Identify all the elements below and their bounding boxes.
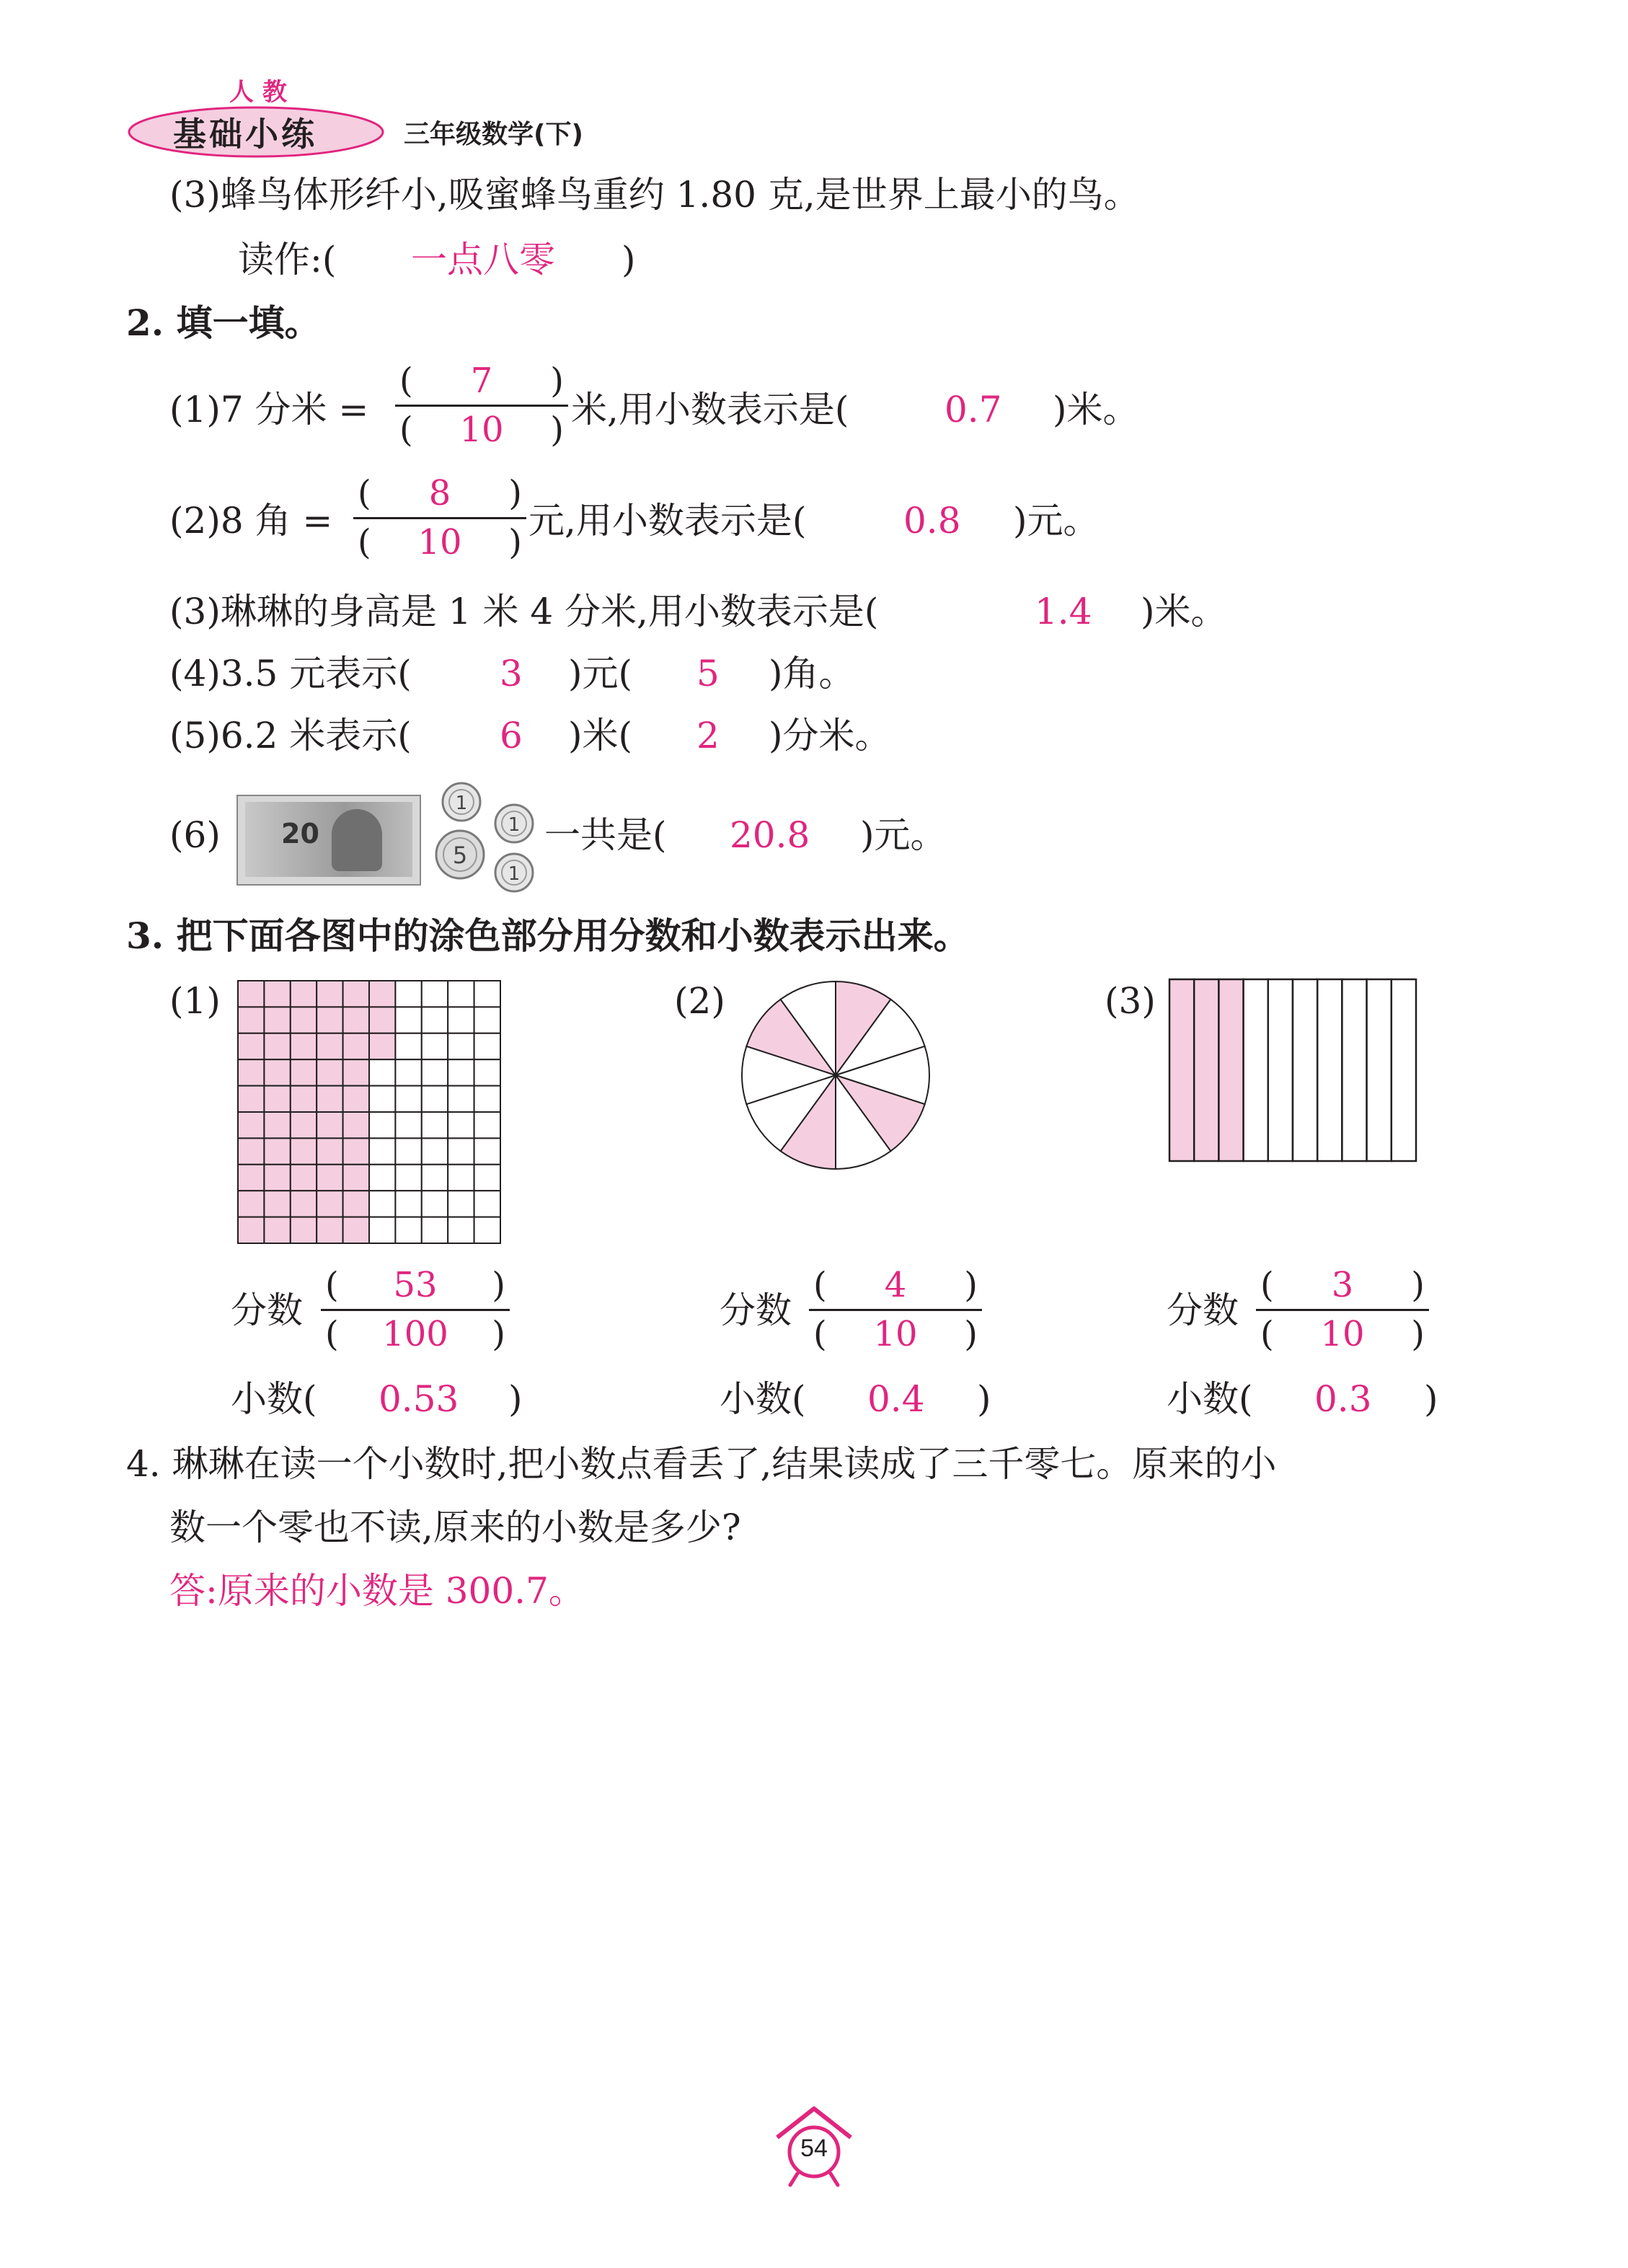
grid-cell: [395, 1086, 421, 1112]
grid-cell: [474, 1059, 500, 1085]
q2-1-answer: 0.7: [944, 389, 1002, 431]
grid-cell: [238, 1033, 264, 1059]
strip: [1342, 979, 1366, 1161]
grid-cell: [422, 1033, 448, 1059]
q2-2-mid: 元,用小数表示是(: [528, 500, 807, 542]
coin-value: 1: [508, 863, 521, 885]
q3-1-decimal-close: ): [508, 1378, 523, 1420]
grid-cell: [448, 981, 474, 1007]
banknote-image: [236, 795, 421, 886]
q3-3-decimal: 0.3: [1314, 1378, 1372, 1420]
q2-2-answer: 0.8: [903, 500, 961, 542]
grid-cell: [448, 1033, 474, 1059]
q2-4-suffix: )角。: [769, 653, 855, 694]
strip: [1268, 979, 1293, 1161]
q1-3-read-label: 读作:(: [238, 239, 337, 281]
coin-value: 1: [508, 814, 521, 836]
q3-3-decimal-close: ): [1424, 1378, 1438, 1420]
q2-1-fraction: ( 7 ) ( 10 ): [395, 359, 568, 453]
grid-cell: [291, 1165, 317, 1191]
grid-cell: [369, 981, 395, 1007]
q2-1-numerator: 7: [470, 361, 493, 401]
q2-2-fraction: ( 8 ) ( 10 ): [353, 472, 526, 565]
grid-cell: [264, 1086, 290, 1112]
q4-line1: 4. 琳琳在读一个小数时,把小数点看丢了,结果读成了三千零七。原来的小: [126, 1443, 1277, 1485]
grid-cell: [395, 1007, 421, 1033]
grid-cell: [422, 1112, 448, 1138]
q2-4-mid: )元(: [568, 653, 633, 694]
grid-cell: [317, 1217, 342, 1243]
q2-2-prefix: (2)8 角 =: [169, 500, 333, 542]
grid-cell: [448, 1217, 474, 1243]
grid-cell: [238, 981, 264, 1007]
q2-3-suffix: )米。: [1141, 591, 1227, 632]
grid-cell: [474, 1138, 500, 1164]
q3-2-fraction: ( 4 ) ( 10 ): [809, 1263, 982, 1357]
grid-cell: [238, 1138, 264, 1164]
grid-cell: [369, 1138, 395, 1164]
q3-3-fraction: ( 3 ) ( 10 ): [1256, 1263, 1429, 1357]
grid-cell: [291, 1217, 317, 1243]
q4-answer: 答:原来的小数是 300.7。: [169, 1570, 585, 1612]
q3-1-denominator: 100: [382, 1314, 448, 1354]
grid-cell: [317, 981, 342, 1007]
grid-cell: [422, 1191, 448, 1217]
strip: [1317, 979, 1342, 1161]
grid-cell: [422, 1217, 448, 1243]
grid-cell: [317, 1007, 342, 1033]
q3-1-numerator: 53: [393, 1265, 438, 1305]
grid-cell: [264, 1138, 290, 1164]
grid-cell: [395, 1033, 421, 1059]
grid-cell: [264, 1217, 290, 1243]
grid-cell: [343, 1007, 369, 1033]
grid-cell: [317, 1138, 342, 1164]
q3-2-decimal: 0.4: [867, 1378, 925, 1420]
coin-value: 1: [455, 793, 468, 814]
grid-cell: [422, 981, 448, 1007]
grid-cell: [291, 1112, 317, 1138]
grid-cell: [369, 1059, 395, 1085]
q2-5-suffix: )分米。: [769, 715, 891, 756]
grid-cell: [448, 1007, 474, 1033]
grid-cell: [369, 1033, 395, 1059]
q1-3-text: (3)蜂鸟体形纤小,吸蜜蜂鸟重约 1.80 克,是世界上最小的鸟。: [169, 174, 1140, 216]
grid-cell: [369, 1007, 395, 1033]
q3-2-fraction-label: 分数: [720, 1289, 792, 1331]
q2-6-suffix: )元。: [860, 814, 947, 856]
q2-2-suffix: )元。: [1013, 500, 1100, 542]
grid-cell: [343, 1112, 369, 1138]
grid-cell: [264, 1059, 290, 1085]
q2-6-answer: 20.8: [730, 814, 810, 856]
grid-cell: [395, 1138, 421, 1164]
q2-5-answer-mi: 6: [500, 715, 523, 756]
grid-cell: [448, 1138, 474, 1164]
q1-3-read-answer: 一点八零: [411, 239, 555, 281]
q2-4-answer-yuan: 3: [500, 653, 523, 694]
strip: [1218, 979, 1243, 1161]
q2-5-answer-fenmi: 2: [696, 715, 720, 756]
strip: [1169, 979, 1194, 1161]
grid-cell: [474, 1033, 500, 1059]
q3-1-fraction-label: 分数: [231, 1289, 303, 1331]
grid-cell: [422, 1165, 448, 1191]
grid-cell: [317, 1165, 342, 1191]
q3-3-numerator: 3: [1331, 1265, 1354, 1305]
grid-cell: [343, 981, 369, 1007]
grid-cell: [422, 1007, 448, 1033]
grid-cell: [369, 1217, 395, 1243]
subject-title: 三年级数学(下): [404, 120, 583, 149]
grid-cell: [369, 1086, 395, 1112]
grid-cell: [238, 1191, 264, 1217]
grid-cell: [343, 1033, 369, 1059]
grid-cell: [369, 1112, 395, 1138]
q2-2-denominator: 10: [417, 522, 462, 562]
q2-6-mid: 一共是(: [544, 814, 667, 856]
grid-cell: [395, 981, 421, 1007]
grid-cell: [291, 1059, 317, 1085]
grid-cell: [317, 1112, 342, 1138]
grid-cell: [395, 1112, 421, 1138]
q3-1-label: (1): [169, 980, 221, 1022]
q3-3-denominator: 10: [1320, 1314, 1365, 1354]
q2-4-answer-jiao: 5: [696, 653, 720, 694]
grid-cell: [448, 1112, 474, 1138]
grid-cell: [369, 1191, 395, 1217]
q3-title: 3. 把下面各图中的涂色部分用分数和小数表示出来。: [126, 914, 970, 957]
q3-2-denominator: 10: [873, 1314, 918, 1354]
q2-1-prefix: (1)7 分米 =: [169, 389, 369, 431]
q2-title: 2. 填一填。: [126, 301, 321, 344]
grid-cell: [291, 1007, 317, 1033]
grid-cell: [395, 1059, 421, 1085]
q2-1-suffix: )米。: [1053, 389, 1139, 431]
grid-cell: [317, 1191, 342, 1217]
coins-image: [424, 779, 547, 901]
grid-cell: [395, 1217, 421, 1243]
q3-1-decimal: 0.53: [379, 1378, 459, 1420]
banknote-value: 20: [281, 818, 319, 850]
q2-6-prefix: (6): [169, 814, 221, 856]
q3-1-fraction: ( 53 ) ( 100 ): [321, 1263, 510, 1357]
grid-cell: [343, 1086, 369, 1112]
grid-cell: [448, 1059, 474, 1085]
q1-3-read-close: ): [621, 239, 636, 281]
grid-cell: [343, 1059, 369, 1085]
grid-cell: [238, 1086, 264, 1112]
coin-value: 5: [452, 842, 468, 869]
grid-cell: [238, 1165, 264, 1191]
q2-2-numerator: 8: [428, 473, 451, 513]
grid-cell: [343, 1191, 369, 1217]
q2-5-prefix: (5)6.2 米表示(: [169, 715, 412, 756]
q3-3-label: (3): [1105, 980, 1156, 1022]
grid-cell: [448, 1086, 474, 1112]
q2-3-answer: 1.4: [1035, 591, 1092, 632]
grid-cell: [474, 1165, 500, 1191]
q3-3-fraction-label: 分数: [1167, 1289, 1239, 1331]
q2-5-mid: )米(: [568, 715, 633, 756]
grid-cell: [448, 1191, 474, 1217]
edition-label: 人 教: [229, 78, 287, 107]
strip: [1244, 979, 1268, 1161]
q4-line2: 数一个零也不读,原来的小数是多少?: [169, 1506, 741, 1548]
grid-cell: [317, 1033, 342, 1059]
circle-10-figure: [738, 978, 933, 1173]
q3-2-numerator: 4: [884, 1265, 907, 1305]
grid-cell: [317, 1059, 342, 1085]
grid-cell: [317, 1086, 342, 1112]
grid-cell: [238, 1059, 264, 1085]
q3-2-decimal-label: 小数(: [720, 1378, 806, 1420]
q3-2-decimal-close: ): [977, 1378, 991, 1420]
grid-100-figure: [236, 979, 503, 1246]
q2-1-denominator: 10: [459, 410, 504, 450]
page-number: 54: [800, 2135, 828, 2162]
grid-cell: [369, 1165, 395, 1191]
grid-cell: [343, 1138, 369, 1164]
grid-cell: [474, 1086, 500, 1112]
strip: [1194, 979, 1218, 1161]
q3-3-decimal-label: 小数(: [1167, 1378, 1253, 1420]
grid-cell: [291, 981, 317, 1007]
grid-cell: [264, 1007, 290, 1033]
strips-10-figure: [1168, 978, 1419, 1164]
q3-1-decimal-label: 小数(: [231, 1378, 317, 1420]
grid-cell: [474, 981, 500, 1007]
grid-cell: [238, 1217, 264, 1243]
strip: [1293, 979, 1317, 1161]
grid-cell: [343, 1217, 369, 1243]
grid-cell: [264, 1191, 290, 1217]
grid-cell: [474, 1007, 500, 1033]
strip: [1367, 979, 1392, 1161]
grid-cell: [238, 1007, 264, 1033]
q2-4-prefix: (4)3.5 元表示(: [169, 653, 412, 694]
grid-cell: [474, 1112, 500, 1138]
q2-1-mid: 米,用小数表示是(: [571, 389, 849, 431]
grid-cell: [264, 1112, 290, 1138]
q3-2-label: (2): [674, 980, 725, 1022]
strip: [1392, 979, 1416, 1161]
grid-cell: [422, 1138, 448, 1164]
grid-cell: [395, 1191, 421, 1217]
series-title: 基础小练: [173, 115, 317, 154]
grid-cell: [264, 1165, 290, 1191]
q2-3-prefix: (3)琳琳的身高是 1 米 4 分米,用小数表示是(: [169, 591, 879, 632]
grid-cell: [343, 1165, 369, 1191]
grid-cell: [291, 1138, 317, 1164]
grid-cell: [291, 1086, 317, 1112]
grid-cell: [422, 1086, 448, 1112]
grid-cell: [395, 1165, 421, 1191]
grid-cell: [448, 1165, 474, 1191]
grid-cell: [264, 1033, 290, 1059]
grid-cell: [474, 1191, 500, 1217]
grid-cell: [474, 1217, 500, 1243]
grid-cell: [238, 1112, 264, 1138]
grid-cell: [422, 1059, 448, 1085]
grid-cell: [291, 1191, 317, 1217]
grid-cell: [264, 981, 290, 1007]
grid-cell: [291, 1033, 317, 1059]
